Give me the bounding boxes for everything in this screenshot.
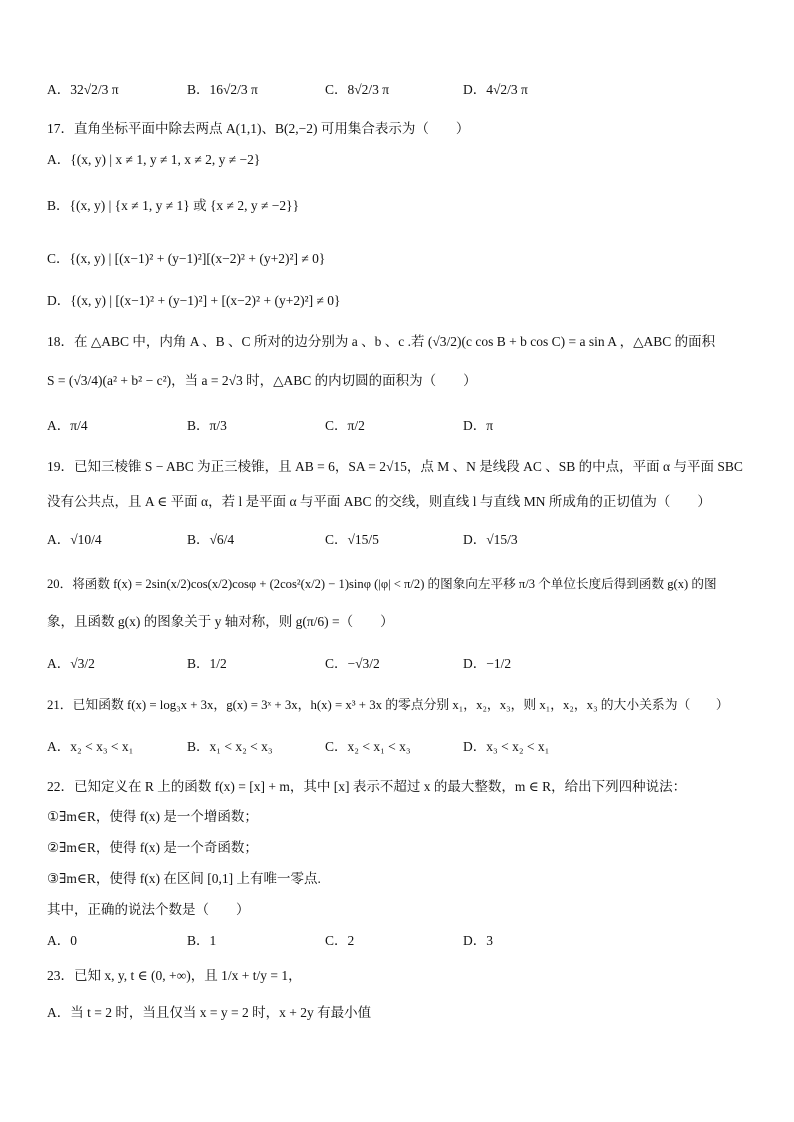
- q22-stem: 22．已知定义在 R 上的函数 f(x) = [x] + m，其中 [x] 表示不超过 x 的最大整数，m ∈ R，给出下列四种说法：: [47, 779, 687, 794]
- q18-option-a: A．π/4: [47, 418, 88, 433]
- q22-question: 其中，正确的说法个数是（ ）: [47, 902, 250, 917]
- q23-option-a: A．当 t = 2 时，当且仅当 x = y = 2 时，x + 2y 有最小值: [47, 1005, 372, 1020]
- q18-stem-line2: S = (√3/4)(a² + b² − c²)，当 a = 2√3 时，△ABC 的内切圆的面积为（ ）: [47, 373, 477, 388]
- q21-stem: 21．已知函数 f(x) = log₃x + 3x，g(x) = 3ˣ + 3x，h(x) = x³ + 3x 的零点分别 x₁，x₂，x₃，则 x₁，x₂，x₃ 的大小关系为（ ）: [47, 698, 729, 712]
- q19-stem-line2: 没有公共点，且 A ∈ 平面 α，若 l 是平面 α 与平面 ABC 的交线，则直线 l 与直线 MN 所成角的正切值为（ ）: [47, 494, 711, 509]
- q22-option-c: C．2: [325, 933, 355, 948]
- q17-option-b: B．{(x, y) | {x ≠ 1, y ≠ 1} 或 {x ≠ 2, y ≠ −2}}: [47, 198, 300, 213]
- q18-option-d: D．π: [463, 418, 494, 433]
- q17-option-c: C．{(x, y) | [(x−1)² + (y−1)²][(x−2)² + (y+2)²] ≠ 0}: [47, 251, 326, 266]
- q18-option-b: B．π/3: [187, 418, 227, 433]
- q19-option-a: A．√10/4: [47, 532, 102, 547]
- q17-option-d: D．{(x, y) | [(x−1)² + (y−1)²] + [(x−2)² + (y+2)²] ≠ 0}: [47, 293, 341, 308]
- q22-statement-1: ①∃m∈R，使得 f(x) 是一个增函数；: [47, 809, 258, 824]
- q21-option-c: C．x₂ < x₁ < x₃: [325, 739, 411, 754]
- q16-option-c: C．8√2/3 π: [325, 82, 390, 97]
- q19-option-c: C．√15/5: [325, 532, 379, 547]
- q20-option-c: C．−√3/2: [325, 656, 380, 671]
- q19-option-d: D．√15/3: [463, 532, 518, 547]
- q22-statement-2: ②∃m∈R，使得 f(x) 是一个奇函数；: [47, 840, 258, 855]
- q21-option-b: B．x₁ < x₂ < x₃: [187, 739, 273, 754]
- q18-stem-line1: 18．在 △ABC 中，内角 A 、B 、C 所对的边分别为 a 、b 、c .若 (√3/2)(c cos B + b cos C) = a sin A ，△ABC 的面积: [47, 334, 716, 349]
- q22-option-a: A．0: [47, 933, 77, 948]
- q20-option-d: D．−1/2: [463, 656, 512, 671]
- q20-stem-line1: 20．将函数 f(x) = 2sin(x/2)cos(x/2)cosφ + (2cos²(x/2) − 1)sinφ (|φ| < π/2) 的图象向左平移 π/3 个单位长度后得到函数 g(x) 的图: [47, 577, 717, 591]
- q22-statement-3: ③∃m∈R，使得 f(x) 在区间 [0,1] 上有唯一零点.: [47, 871, 321, 886]
- q18-option-c: C．π/2: [325, 418, 365, 433]
- q20-stem-line2: 象，且函数 g(x) 的图象关于 y 轴对称，则 g(π/6) =（ ）: [47, 614, 394, 629]
- q17-stem: 17．直角坐标平面中除去两点 A(1,1)、B(2,−2) 可用集合表示为（ ）: [47, 121, 470, 136]
- q19-option-b: B．√6/4: [187, 532, 235, 547]
- q16-option-a: A．32√2/3 π: [47, 82, 119, 97]
- q20-option-b: B．1/2: [187, 656, 227, 671]
- q16-option-b: B．16√2/3 π: [187, 82, 258, 97]
- q20-option-a: A．√3/2: [47, 656, 95, 671]
- q21-option-a: A．x₂ < x₃ < x₁: [47, 739, 134, 754]
- q21-option-d: D．x₃ < x₂ < x₁: [463, 739, 550, 754]
- q22-option-d: D．3: [463, 933, 493, 948]
- q17-option-a: A．{(x, y) | x ≠ 1, y ≠ 1, x ≠ 2, y ≠ −2}: [47, 152, 261, 167]
- q22-option-b: B．1: [187, 933, 217, 948]
- q16-option-d: D．4√2/3 π: [463, 82, 528, 97]
- q23-stem: 23．已知 x, y, t ∈ (0, +∞)，且 1/x + t/y = 1，: [47, 968, 302, 983]
- q19-stem-line1: 19．已知三棱锥 S − ABC 为正三棱锥，且 AB = 6，SA = 2√15，点 M 、N 是线段 AC 、SB 的中点，平面 α 与平面 SBC: [47, 459, 743, 474]
